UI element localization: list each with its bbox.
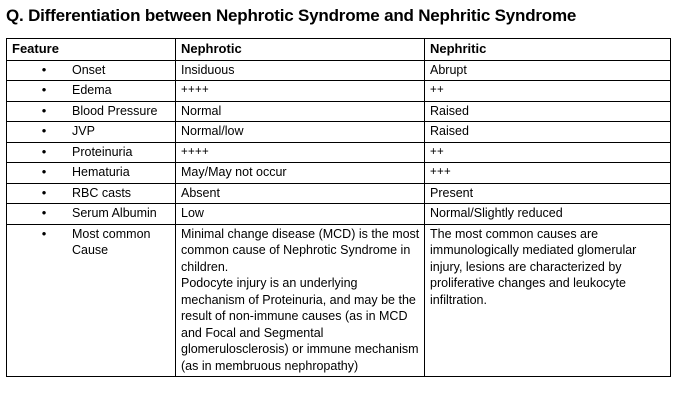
table-row [7,122,671,143]
feature-label: Onset [72,62,106,77]
table-row [7,224,671,377]
nephrotic-cell: May/May not occur [176,163,425,184]
feature-label: Hematuria [72,165,130,179]
nephrotic-cell: Absent [176,183,425,204]
nephritic-cell: Raised [425,101,671,122]
feature-cell [7,204,176,225]
feature-cell [7,81,176,102]
bullet-icon: • [41,143,47,159]
feature-cell [7,163,176,184]
nephritic-cell: Abrupt [425,60,671,81]
table-header-row [7,39,671,61]
table-row [7,142,671,163]
feature-cell [7,60,176,81]
nephritic-cell: Present [425,183,671,204]
comparison-table [6,38,671,377]
nephrotic-cell: Insiduous [176,60,425,81]
table-row [7,60,671,81]
feature-label: Serum Albumin [72,206,157,220]
bullet-icon: • [41,225,47,241]
table-row [7,163,671,184]
bullet-icon: • [41,184,47,200]
header-nephritic: Nephritic [425,39,671,61]
nephritic-cell: +++ [425,163,671,184]
feature-label: JVP [72,124,95,138]
table-row [7,81,671,102]
nephritic-cell: Raised [425,122,671,143]
page-title: Q. Differentiation between Nephrotic Syndrome and Nephritic Syndrome [6,6,577,25]
nephrotic-cell: ++++ [176,81,425,102]
nephritic-cell: Normal/Slightly reduced [425,204,671,225]
nephritic-cell: ++ [425,81,671,102]
bullet-icon: • [41,61,47,77]
table-row [7,183,671,204]
nephrotic-cell: Minimal change disease (MCD) is the most common cause of Nephrotic Syndrome in children. Podocyte injury is an underlying mechanism of Proteinuria, and may be the result of non-immune causes (as in MCD and Focal and Segmental glomerulosclerosis) or immune mechanism (as in membruous nephropathy) [176,224,425,377]
feature-label: RBC casts [72,185,132,200]
feature-label: Edema [72,83,112,97]
header-feature: Feature [7,39,176,61]
feature-cell [7,224,176,377]
feature-label: Blood Pressure [72,103,158,118]
feature-cell [7,101,176,122]
feature-cell [7,142,176,163]
table-row [7,101,671,122]
feature-cell [7,122,176,143]
feature-cell [7,183,176,204]
bullet-icon: • [41,82,47,97]
bullet-icon: • [41,164,47,179]
nephritic-cell: The most common causes are immunologically mediated glomerular injury, lesions are characterized by proliferative changes and leukocyte infiltration. [425,224,671,377]
bullet-icon: • [41,123,47,138]
nephrotic-cell: Normal/low [176,122,425,143]
feature-label: Most common Cause [72,226,151,257]
header-nephrotic: Nephrotic [176,39,425,61]
feature-label: Proteinuria [72,144,133,159]
nephrotic-cell: Normal [176,101,425,122]
table-row [7,204,671,225]
bullet-icon: • [41,102,47,118]
nephrotic-cell: Low [176,204,425,225]
bullet-icon: • [41,205,47,220]
nephritic-cell: ++ [425,142,671,163]
nephrotic-cell: ++++ [176,142,425,163]
